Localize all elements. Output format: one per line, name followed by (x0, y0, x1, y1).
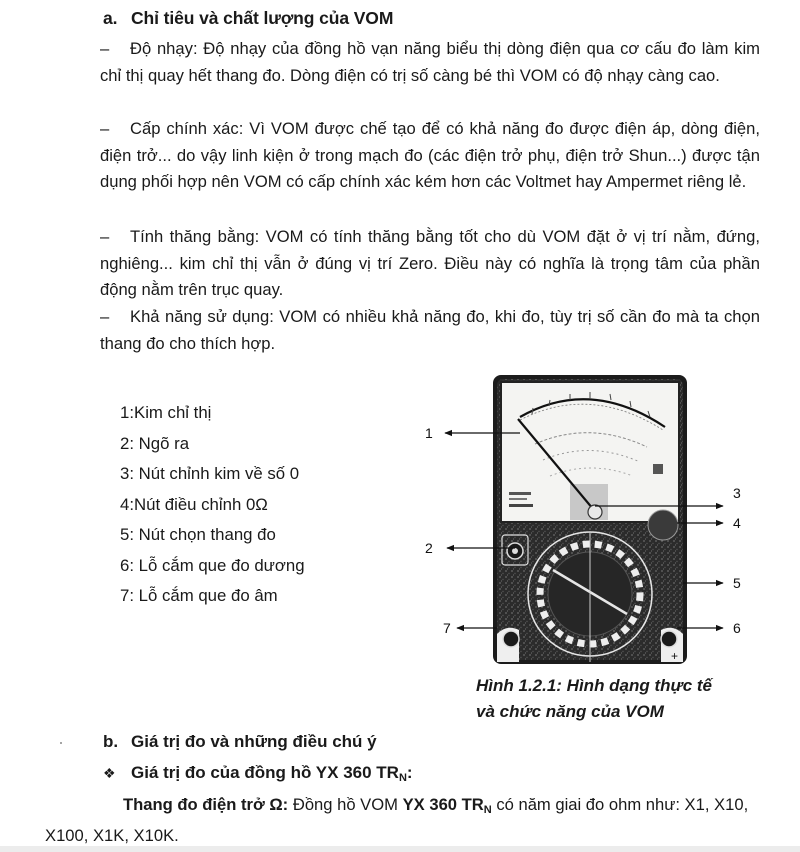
bullet-title: Giá trị đo của đồng hồ YX 360 TR (131, 763, 399, 782)
callout-label-5: 5 (733, 575, 741, 591)
callout-label-7: 7 (443, 620, 451, 636)
legend-item-1: 1:Kim chỉ thị (120, 403, 212, 422)
ohm-text-1: Đồng hồ VOM (288, 795, 403, 814)
dash-marker: – (100, 119, 110, 138)
figure-caption (476, 673, 712, 725)
paragraph-balance (100, 224, 760, 304)
paragraph-sensitivity (100, 36, 760, 89)
negative-probe-jack (503, 631, 519, 647)
diamond-bullet-icon: ❖ (103, 765, 116, 781)
paragraph-text: Độ nhạy: Độ nhạy của đồng hồ vạn năng biểu thị dòng điện qua cơ cấu đo làm kim chỉ thị quay hết thang đo. Dòng điện có trị số càng bé thì VOM có độ nhạy càng cao. (100, 39, 760, 85)
section-b-title: Giá trị đo và những điều chú ý (131, 732, 377, 751)
multimeter-body (493, 375, 687, 664)
callout-label-4: 4 (733, 515, 741, 531)
legend-item-6: 6: Lỗ cắm que đo dương (120, 555, 305, 575)
bullet-colon: : (406, 763, 413, 782)
paragraph-accuracy (100, 116, 760, 196)
legend-item-3: 3: Nút chỉnh kim về số 0 (120, 464, 300, 483)
dash-marker: – (100, 39, 110, 58)
paragraph-text: Khả năng sử dụng: VOM có nhiều khả năng đo, khi đo, tùy trị số cần đo mà ta chọn thang đo cho thích hợp. (100, 307, 760, 353)
paragraph-text: Cấp chính xác: Vì VOM được chế tạo để có khả năng đo được điện áp, dòng điện, điện trở... do vậy linh kiện ở trong mạch đo (các điện trở phụ, điện trở Shun...) được tận dụng phối hợp nên VOM có cấp chính xác kém hơn các Voltmet hay Ampermet riêng lẻ. (100, 119, 760, 191)
bullet-heading (103, 763, 413, 784)
model-subscript: N (483, 804, 492, 816)
legend-item-4: 4:Nút điều chỉnh 0Ω (120, 494, 268, 514)
caption-line-1: Hình 1.2.1: Hình dạng thực tế (476, 676, 712, 695)
legend-item-2: 2: Ngõ ra (120, 433, 190, 453)
callout-label-3: 3 (733, 485, 741, 501)
scan-speck (60, 742, 62, 744)
legend-item-7: 7: Lỗ cắm que đo âm (120, 586, 278, 605)
section-a-marker: a. (103, 8, 118, 28)
page-bottom-edge (0, 846, 800, 852)
caption-line-2: và chức năng của VOM (476, 702, 664, 721)
svg-text:+: + (671, 649, 679, 663)
callout-label-6: 6 (733, 620, 741, 636)
bullet-title-subscript: N (398, 772, 407, 784)
legend-item-5: 5: Nút chọn thang đo (120, 525, 276, 544)
paragraph-ohm-scale (45, 792, 760, 849)
ohm-text-2: có năm giai đo ohm như: X1, X10, X100, X1K, X10K. (45, 795, 749, 845)
zero-adjust-screw (588, 505, 602, 519)
paragraph-text: Tính thăng bằng: VOM có tính thăng bằng tốt cho dù VOM đặt ở vị trí nằm, đứng, nghiêng... kim chỉ thị vẫn ở đúng vị trí Zero. Điều này có nghĩa là trọng tâm của phần động nằm trên trục quay. (100, 227, 760, 299)
dash-marker: – (100, 307, 110, 326)
section-a-heading (103, 8, 393, 29)
positive-probe-jack (661, 631, 677, 647)
figure-legend (120, 398, 305, 612)
section-b-marker: b. (103, 732, 119, 751)
model-name: YX 360 TR (402, 795, 484, 814)
callout-label-2: 2 (425, 540, 433, 556)
section-b-heading (103, 732, 377, 752)
vom-multimeter-figure (415, 372, 785, 667)
section-a-title: Chỉ tiêu và chất lượng của VOM (131, 8, 394, 28)
ohm-scale-lead: Thang đo điện trở Ω: (123, 795, 289, 814)
zero-ohm-knob (648, 510, 678, 540)
paragraph-usability (100, 304, 760, 357)
callout-label-1: 1 (425, 425, 433, 441)
dash-marker: – (100, 227, 110, 246)
